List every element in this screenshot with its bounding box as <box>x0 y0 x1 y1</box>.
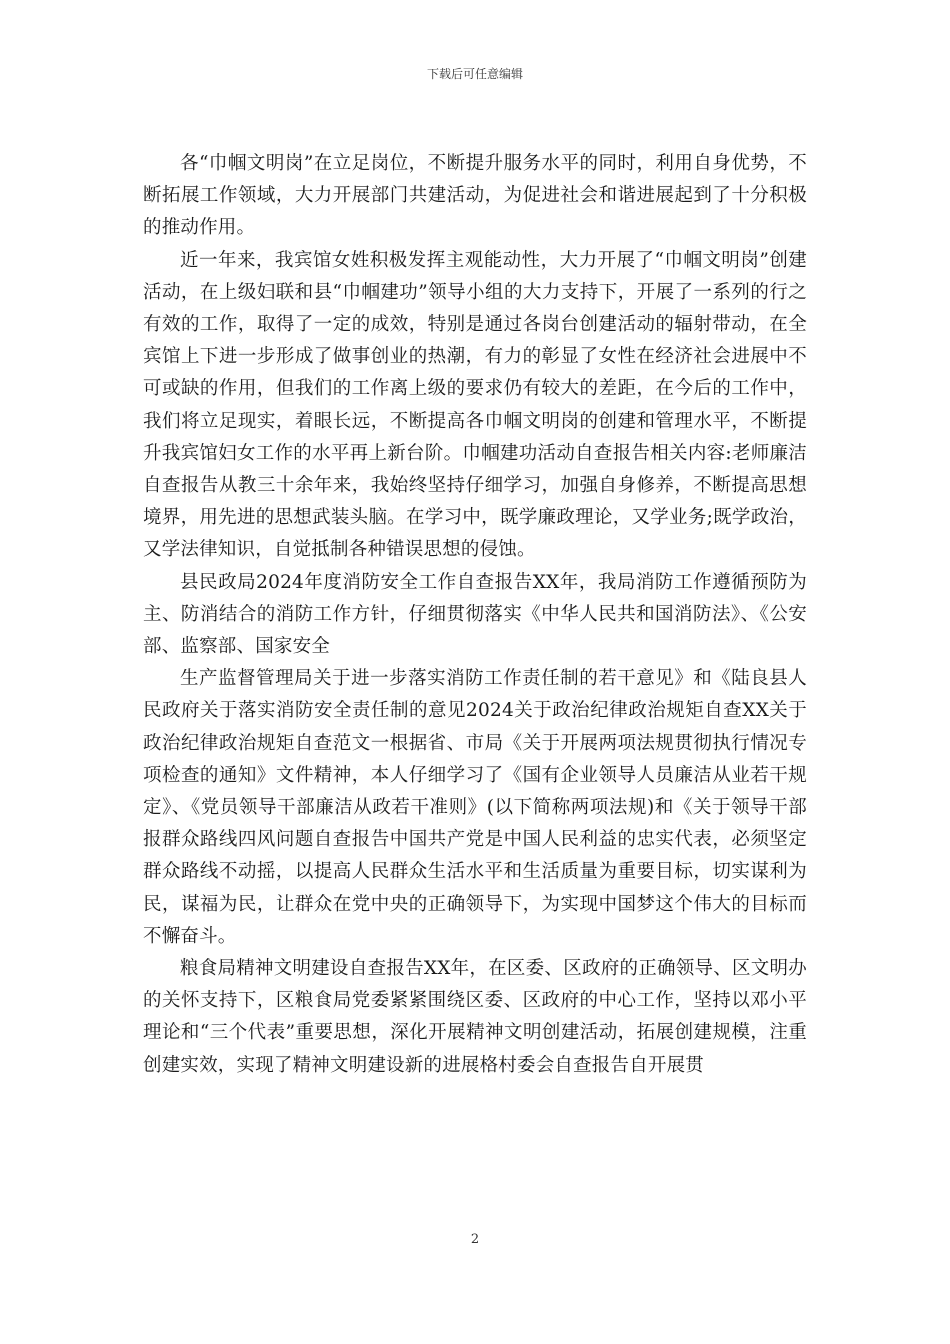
paragraph-2: 近一年来，我宾馆女姓积极发挥主观能动性，大力开展了“巾帼文明岗”创建活动，在上级妇联和县“巾帼建功”领导小组的大力支持下，开展了一系列的行之有效的工作，取得了一定的成效，特别是通过各岗台创建活动的辐射带动，在全宾馆上下进一步形成了做事创业的热潮，有力的彰显了女性在经济社会进展中不可或缺的作用，但我们的工作离上级的要求仍有较大的差距，在今后的工作中，我们将立足现实，着眼长远，不断提高各巾帼文明岗的创建和管理水平，不断提升我宾馆妇女工作的水平再上新台阶。巾帼建功活动自查报告相关内容:老师廉洁自查报告从教三十余年来，我始终坚持仔细学习，加强自身修养，不断提高思想境界，用先进的思想武装头脑。在学习中，既学廉政理论，又学业务;既学政治，又学法律知识，自觉抵制各种错误思想的侵蚀。 <box>143 249 807 561</box>
paragraph-5: 粮食局精神文明建设自查报告XX年，在区委、区政府的正确领导、区文明办的关怀支持下，区粮食局党委紧紧围绕区委、区政府的中心工作，坚持以邓小平理论和“三个代表”重要思想，深化开展精神文明创建活动，拓展创建规模，注重创建实效，实现了精神文明建设新的进展格村委会自查报告自开展贯 <box>143 958 807 1076</box>
page-header: 下载后可任意编辑 <box>426 67 523 81</box>
page-number: 2 <box>470 1232 480 1247</box>
paragraph-1: 各“巾帼文明岗”在立足岗位，不断提升服务水平的同时，利用自身优势，不断拓展工作领域，大力开展部门共建活动，为促进社会和谐进展起到了十分积极的推动作用。 <box>143 153 807 239</box>
document-body <box>143 148 807 1082</box>
paragraph-3: 县民政局2024年度消防安全工作自查报告XX年，我局消防工作遵循预防为主、防消结合的消防工作方针，仔细贯彻落实《中华人民共和国消防法》、《公安部、监察部、国家安全 <box>143 571 807 658</box>
paragraph-4: 生产监督管理局关于进一步落实消防工作责任制的若干意见》和《陆良县人民政府关于落实消防安全责任制的意见2024关于政治纪律政治规矩自查XX关于政治纪律政治规矩自查范文一根据省、市局《关于开展两项法规贯彻执行情况专项检查的通知》文件精神，本人仔细学习了《国有企业领导人员廉洁从业若干规定》、《党员领导干部廉洁从政若干准则》(以下简称两项法规)和《关于领导干部报群众路线四风问题自查报告中国共产党是中国人民利益的忠实代表，必须坚定群众路线不动摇，以提高人民群众生活水平和生活质量为重要目标，切实谋利为民，谋福为民，让群众在党中央的正确领导下，为实现中国梦这个伟大的目标而不懈奋斗。 <box>143 668 807 947</box>
